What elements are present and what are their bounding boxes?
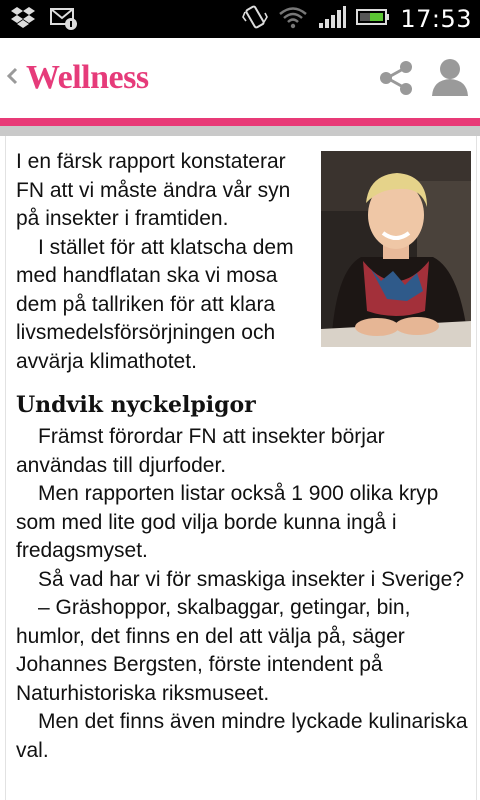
intro-paragraph-1: I en färsk rapport konstaterar FN att vi måste ändra vår syn på insekter i framtiden. [16,150,291,230]
status-bar [0,0,480,38]
author-photo [321,151,471,347]
wifi-icon [278,5,308,33]
body-paragraph: Men det finns även mindre lyckade kulinariska val. [16,710,468,762]
article-body [16,148,471,765]
body-paragraph: Främst förordar FN att insekter börjar användas till djurfoder. [16,425,385,477]
body-paragraph: – Gräshoppor, skalbaggar, getingar, bin, humlor, det finns en del att välja på, säger Johannes Bergsten, förste intendent på Naturhistoriska riksmuseet. [16,596,411,705]
status-time: 17:53 [400,5,472,33]
app-header [0,38,480,118]
wellness-logo[interactable]: Wellness [26,59,149,96]
body-paragraph: Men rapporten listar också 1 900 olika kryp som med lite god vilja borde kunna ingå i fredagsmyset. [16,482,439,562]
share-icon[interactable] [378,60,414,96]
article-view[interactable] [5,136,477,800]
mail-notification-icon [50,6,78,34]
dropbox-icon [10,6,36,34]
profile-icon[interactable] [431,57,469,97]
intro-paragraph-2: I stället för att klatscha dem med handflatan ska vi mosa dem på tallriken för att klara livsmedelsförsörjningen och avvärja klimathotet. [16,235,294,373]
vibrate-icon [242,4,268,34]
signal-icon [318,5,346,33]
header-shadow [0,126,480,136]
battery-icon [356,7,390,31]
accent-divider [0,118,480,126]
back-chevron-icon[interactable] [6,63,18,89]
section-heading: Undvik nyckelpigor [16,392,256,418]
body-paragraph: Så vad har vi för smaskiga insekter i Sverige? [38,567,465,591]
